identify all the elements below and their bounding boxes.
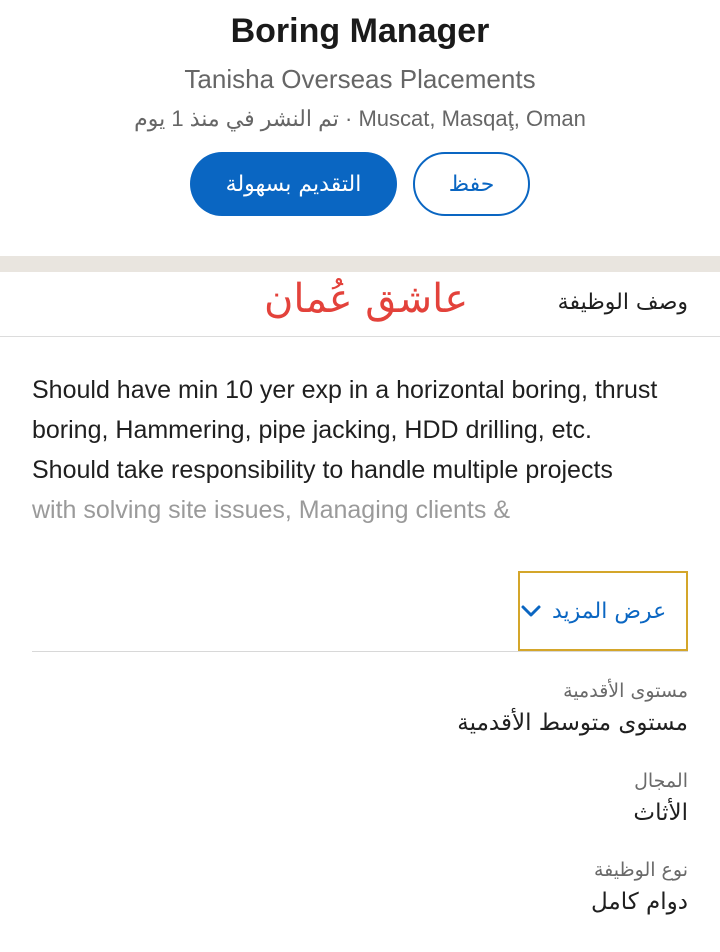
description-line: Should take responsibility to handle multiple projects bbox=[32, 456, 613, 484]
criteria-industry bbox=[32, 770, 688, 826]
job-meta bbox=[0, 106, 720, 132]
job-location: Muscat, Masqaţ, Oman bbox=[358, 106, 586, 131]
company-name[interactable]: Tanisha Overseas Placements bbox=[184, 64, 536, 94]
criteria-label: مستوى الأقدمية bbox=[563, 680, 688, 702]
criteria-label: نوع الوظيفة bbox=[593, 859, 688, 881]
description-line-faded: with solving site issues, Managing clients & bbox=[32, 496, 511, 524]
description-line: Should have min 10 yer exp in a horizontal boring, thrust boring, Hammering, pipe jacking, HDD drilling, etc. bbox=[32, 376, 658, 444]
show-more-button[interactable] bbox=[518, 571, 688, 651]
criteria-value: الأثاث bbox=[633, 800, 688, 826]
criteria-seniority bbox=[32, 680, 688, 736]
watermark-text: عاشق عُمان bbox=[264, 276, 469, 322]
show-more-label: عرض المزيد bbox=[552, 598, 667, 624]
meta-separator: · bbox=[345, 106, 353, 131]
save-button[interactable]: حفظ bbox=[413, 152, 530, 216]
job-description bbox=[32, 370, 694, 530]
easy-apply-button[interactable]: التقديم بسهولة bbox=[190, 152, 397, 216]
section-divider bbox=[0, 256, 720, 272]
tab-job-description[interactable]: وصف الوظيفة bbox=[557, 290, 688, 315]
posted-time: تم النشر في منذ 1 يوم bbox=[134, 106, 339, 131]
chevron-down-icon bbox=[520, 599, 542, 624]
criteria-value: مستوى متوسط الأقدمية bbox=[457, 710, 688, 736]
job-title: Boring Manager bbox=[230, 12, 490, 50]
criteria-value: دوام كامل bbox=[591, 889, 688, 915]
criteria-employment-type bbox=[32, 859, 688, 915]
criteria-label: المجال bbox=[634, 770, 688, 792]
criteria-divider bbox=[32, 651, 688, 652]
